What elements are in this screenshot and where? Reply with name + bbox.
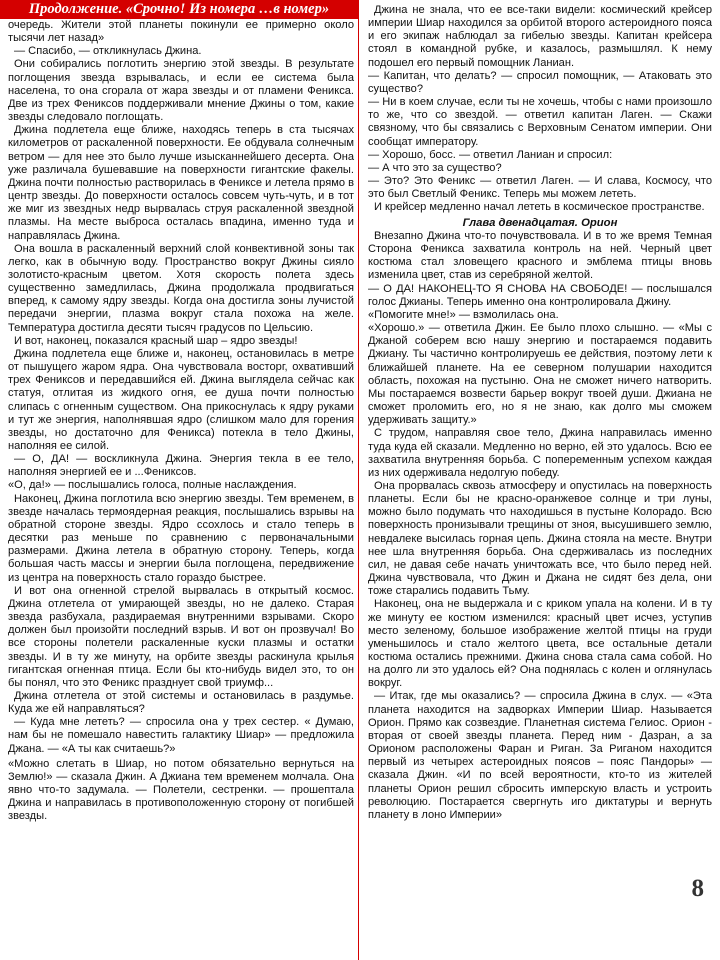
left-paragraph: Джина подлетела еще ближе, находясь теперь в ста тысячах километров от раскаленной поверхности. Ее обдувала солнечным ветром — для нее это было лучше изысканнейшего десерта. Она уже различала бушевавшие на поверхности гигантские факелы. Джина почти полностью растворилась в Фениксе и летела прямо в центр звезды. До поверхности осталось совсем чуть-чуть, и в тот же миг из звездных недр вырвалась струя раскаленной звездной плазмы. На месте выброса осталась впадина, именно туда и направлялась Джина.	[8, 124, 354, 242]
left-paragraph: Джина подлетела еще ближе и, наконец, остановилась в метре от пышущего жаром ядра. Она чувствовала восторг, охвативший трех Фениксов и передавшийся ей. Джина выглядела сейчас как статуя, отлитая из жидкого огня, ее душа почти полностью слипась с огненным существом. Она прикоснулась к ядру руками и тут же энергия, наполнявшая ядро (слишком мало для горения звезды, но достаточно для Феникса) потекла в тело Джины, наполняя ее силой.	[8, 347, 354, 452]
right-paragraph: Наконец, она не выдержала и с криком упала на колени. И в ту же минуту ее костюм изменился: красный цвет исчез, уступив место зеленому, большое изображение желтой птицы на груди уменьшилось и стало желтого цвета, все остальные детали костюма остались прежними. Джина снова стала сама собой. Но на долго ли это удалось ей? Она поднялась с колен и оглянулась вокруг.	[368, 598, 712, 690]
right-paragraph: С трудом, направляя свое тело, Джина направилась именно туда куда ей сказали. Медленно но верно, ей это удалось. Всю ее захватила внутренняя борьба. С попеременным успехом каждая из них одерживала недолгую победу.	[368, 427, 712, 479]
left-paragraph: — Куда мне лететь? — спросила она у трех сестер. « Думаю, нам бы не помешало навестить галактику Шиар» — предложила Джана. — «А ты как считаешь?»	[8, 716, 354, 755]
right-paragraph: — Капитан, что делать? — спросил помощник, — Атаковать это существо?	[368, 69, 712, 95]
left-paragraph: очередь. Жители этой планеты покинули ее примерно около тысячи лет назад»	[8, 19, 354, 45]
right-paragraph: — Хорошо, босс. — ответил Ланиан и спросил:	[368, 148, 613, 161]
left-paragraph: «О, да!» — послышались голоса, полные наслаждения.	[8, 479, 297, 492]
left-paragraph: Наконец, Джина поглотила всю энергию звезды. Тем временем, в звезде началась термоядерная реакция, послышались взрывы на обратной стороне звезды. Ядро ссохлось и стало теперь в десятки раз меньше по сравнению с первоначальными размерами. Джина летела в обратную сторону. Теперь, когда большая часть массы и энергии была поглощена, передвижение из центра на поверхность стало гораздо быстрее.	[8, 492, 354, 584]
left-paragraph: Джина отлетела от этой системы и остановилась в раздумье. Куда же ей направляться?	[8, 689, 354, 716]
right-paragraph: Внезапно Джина что-то почувствовала. И в то же время Темная Сторона Феникса захватила контроль на ней. Черный цвет костюма стал зловещего красного и эмблема птицы вновь изменила цвет, став из серебряной желтой.	[368, 230, 712, 282]
right-paragraph: — О ДА! НАКОНЕЦ-ТО Я СНОВА НА СВОБОДЕ! — послышался голос Джианы. Теперь именно она контролировала Джину.	[368, 282, 712, 308]
right-paragraph: И крейсер медленно начал лететь в космическое пространстве.	[374, 201, 705, 214]
left-paragraph: — Спасибо, — откликнулась Джина.	[14, 45, 202, 58]
left-paragraph: Они собирались поглотить энергию этой звезды. В результате поглощения звезда взрывалась, и если ее система была населена, то она сгорала от жара звезды и от пламени Феникса. Две из трех Фениксов поддерживали мнение Джины о том, какие звезды следовало поглощать.	[8, 58, 354, 124]
left-paragraph: — О, ДА! — воскликнула Джина. Энергия текла в ее тело, наполняя энергией ее и ...Фениксов.	[8, 453, 354, 479]
continuation-banner: Продолжение. «Срочно! Из номера …в номер»	[0, 0, 358, 19]
right-paragraph: — А что это за существо?	[368, 161, 502, 174]
left-paragraph: Она вошла в раскаленный верхний слой конвективной зоны так легко, как в обычную воду. Пространство вокруг Джины сияло золотисто-красным цветом. Хотя скорость полета здесь существенно замедлилась, Джина продолжала продвигаться вперед, к самому ядру звезды. Когда она достигла зоны лучистой передачи энергии, плазма вокруг стала похожа на желе. Температура достигла десяти тысяч градусов по Цельсию.	[8, 242, 354, 334]
right-paragraph: — Ни в коем случае, если ты не хочешь, чтобы с нами произошло то же, что со звездой. — ответил капитан Лаген. — Скажи связному, что бы связались с Верховным Сенатом империи. Они сообщат императору.	[368, 96, 712, 148]
right-paragraph: «Хорошо.» — ответила Джин. Ее было плохо слышно. — «Мы с Джаной соберем всю нашу энергию и постараемся подавить Джиану. Ты частично контролируешь ее действия, поэтому лети к ближайшей планете. На ее северном полушарии находится область, похожая на пустыню. Она не сможет ничего натворить. Мы постараемся возвести барьер вокруг твоей души. Джиана не сможет проломить его, но я не знаю, как долго мы сможем удерживать защиту.»	[368, 322, 712, 427]
right-column	[360, 0, 720, 960]
right-paragraph: Она прорвалась сквозь атмосферу и опустилась на поверхность планеты. Если бы не красно-оранжевое солнце и три луны, можно было подумать что находишься в пустыне Колорадо. Всю поверхность пронизывали трещины от зноя, высушившего землю, невдалеке высилась горная цепь. Джина стояла на месте. Внутри нее шла внутренняя борьба. Она сдерживалась из последних сил, не давая себе начать уничтожать все, что было перед ней. Джина чувствовала, что Джин и Джана не сидят без дела, они тоже старались подавить Тьму.	[368, 479, 712, 598]
right-paragraph: — Итак, где мы оказались? — спросила Джина в слух. — «Эта планета находится на задворках Империи Шиар. Называется Орион. Прямо как созвездие. Планетная система Гелиос. Орион - вторая от своей звезды планета. Перед ним - Дазран, а за Орионом расположены Фаран и Риган. За Риганом находится первый из четырех астероидных поясов – пояс Пандоры» — сказала Джин. «И по всей вероятности, кто-то из жителей планеты Орион решил сбросить имперскую власть и устроить революцию. Постарается свергнуть иго диктатуры и вернуть планету в лоно Империи»	[368, 690, 712, 821]
left-paragraph: И вот, наконец, показался красный шар – ядро звезды!	[14, 334, 298, 347]
chapter-heading: Глава двенадцатая. Орион	[462, 216, 618, 229]
right-paragraph: Джина не знала, что ее все-таки видели: космический крейсер империи Шиар находился за орбитой второго астероидного пояса и его экипаж наблюдал за гибелью звезды. Капитан крейсера стоял в командной рубке, и казалось, размышлял. К нему подошел его первый помощник Ланиан.	[368, 4, 712, 69]
left-paragraph: «Можно слетать в Шиар, но потом обязательно вернуться на Землю!» — сказала Джин. А Джиана тем временем молчала. Она явно что-то задумала. — Полетели, сестренки. — прошептала Джина и направилась в противоположенную сторону от погибшей звезды.	[8, 757, 354, 823]
right-paragraph: «Помогите мне!» — взмолилась она.	[368, 308, 559, 321]
page-number: 8	[689, 876, 708, 902]
left-column	[0, 0, 359, 960]
right-paragraph: — Это? Это Феникс — ответил Лаген. — И слава, Космосу, что это был Светлый Феникс. Теперь мы можем лететь.	[368, 175, 712, 201]
left-paragraph: И вот она огненной стрелой вырвалась в открытый космос. Джина отлетела от умирающей звезды, но не далеко. Старая звезда разбухала, раздираемая внутренними взрывами. Скоро должен был произойти последний взрыв. И вот он прозвучал! Во все стороны полетели раскаленные куски плазмы и остатки звезды. И в ту же минуту, на орбите звезды раскинула крылья гигантская огненная птица. Если бы кто-нибудь видел это, то он бы понял, что это Феникс празднует свой триумф...	[8, 584, 354, 689]
